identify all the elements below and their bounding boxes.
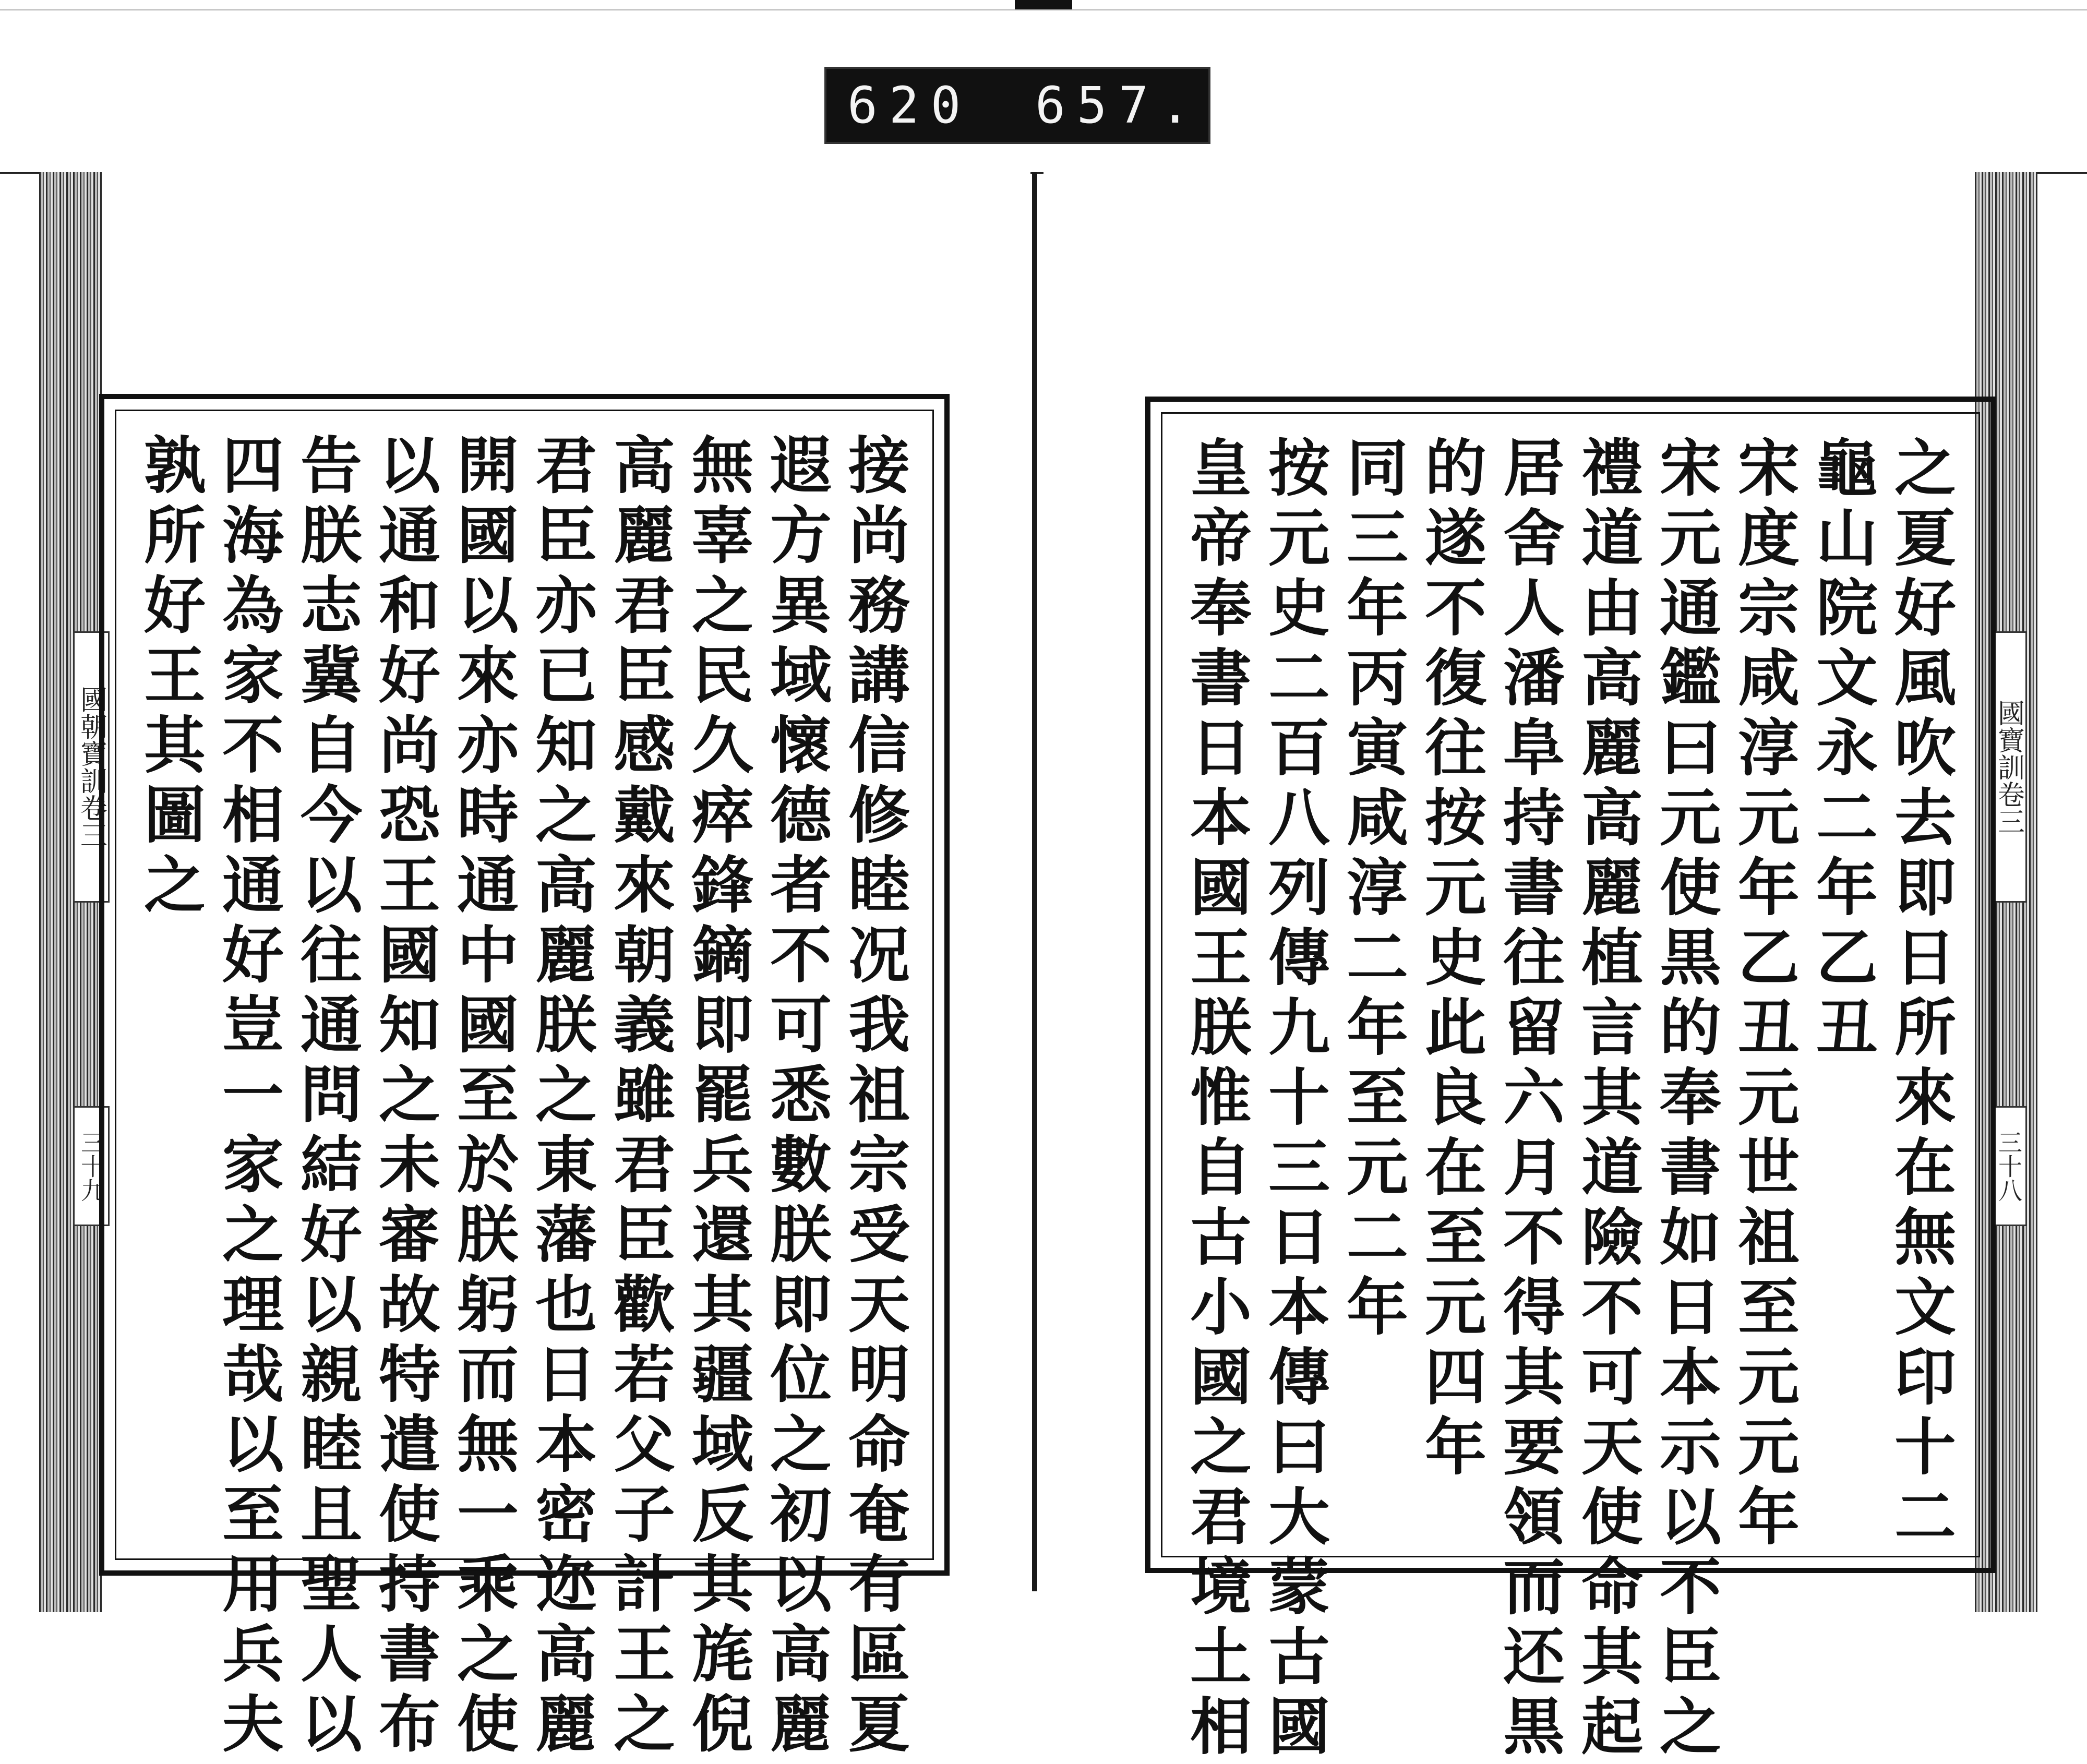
text-column: 君臣亦已知之高麗朕之東藩也日本密迩高麗	[525, 433, 597, 1761]
right-margin-page-number: 三十八	[1990, 1106, 2027, 1226]
text-column: 按元史二百八列傳九十三日本傳曰大蒙古國	[1258, 436, 1330, 1764]
catalog-number-right: 657.	[1035, 76, 1202, 135]
text-column: 接尚務講信修睦况我祖宗受天明命奄有區夏	[838, 433, 910, 1761]
scanner-tab	[1015, 0, 1072, 9]
text-column: 同三年丙寅咸淳二年至元二年	[1336, 436, 1409, 1345]
right-text-frame	[1145, 397, 1996, 1764]
text-column: 皇帝奉書日本國王朕惟自古小國之君境土相	[1180, 436, 1252, 1764]
scan-edge-line	[0, 9, 2087, 10]
book-gutter	[1032, 172, 1037, 1591]
right-margin-title: 國寶訓卷三	[1990, 631, 2027, 903]
text-column: 孰所好王其圖之	[134, 433, 206, 922]
left-margin-title: 國朝寶訓卷三	[73, 631, 110, 903]
text-column: 宋元通鑑曰元使黒的奉書如日本示以不臣之	[1649, 436, 1722, 1764]
right-text-block	[1180, 436, 1959, 1764]
text-column: 無辜之民久瘁鋒鏑即罷兵還其疆域反其旄倪	[681, 433, 754, 1761]
text-column: 告朕志冀自今以往通問結好以親睦且聖人以	[290, 433, 363, 1761]
text-column: 龜山院文永二年乙丑	[1806, 436, 1878, 1065]
text-column: 開國以來亦時通中國至於朕躬而無一乘之使	[447, 433, 519, 1761]
text-column: 以通和好尚恐王國知之未審故特遣使持書布	[368, 433, 441, 1761]
left-margin-page-number: 三十九	[73, 1106, 110, 1226]
text-column: 居舍人潘阜持書往留六月不得其要領而还黒	[1493, 436, 1565, 1764]
catalog-label	[824, 67, 1210, 144]
text-column: 遐方異域懷德者不可悉數朕即位之初以高麗	[760, 433, 832, 1761]
text-column: 禮道由高麗高麗植言其道險不可天使命其起	[1571, 436, 1644, 1764]
catalog-number-left: 620	[847, 76, 973, 135]
text-column: 之夏好風吹去即日所來在無文印十二	[1884, 436, 1957, 1554]
text-column: 宋度宗咸淳元年乙丑元世祖至元元年	[1728, 436, 1800, 1554]
left-text-block	[134, 433, 913, 1761]
left-text-frame	[99, 394, 950, 1761]
text-column: 高麗君臣感戴來朝義雖君臣歡若父子計王之	[603, 433, 676, 1761]
text-column: 四海為家不相通好豈一家之理哉以至用兵夫	[212, 433, 284, 1761]
text-column: 的遂不復往按元史此良在至元四年	[1414, 436, 1487, 1484]
